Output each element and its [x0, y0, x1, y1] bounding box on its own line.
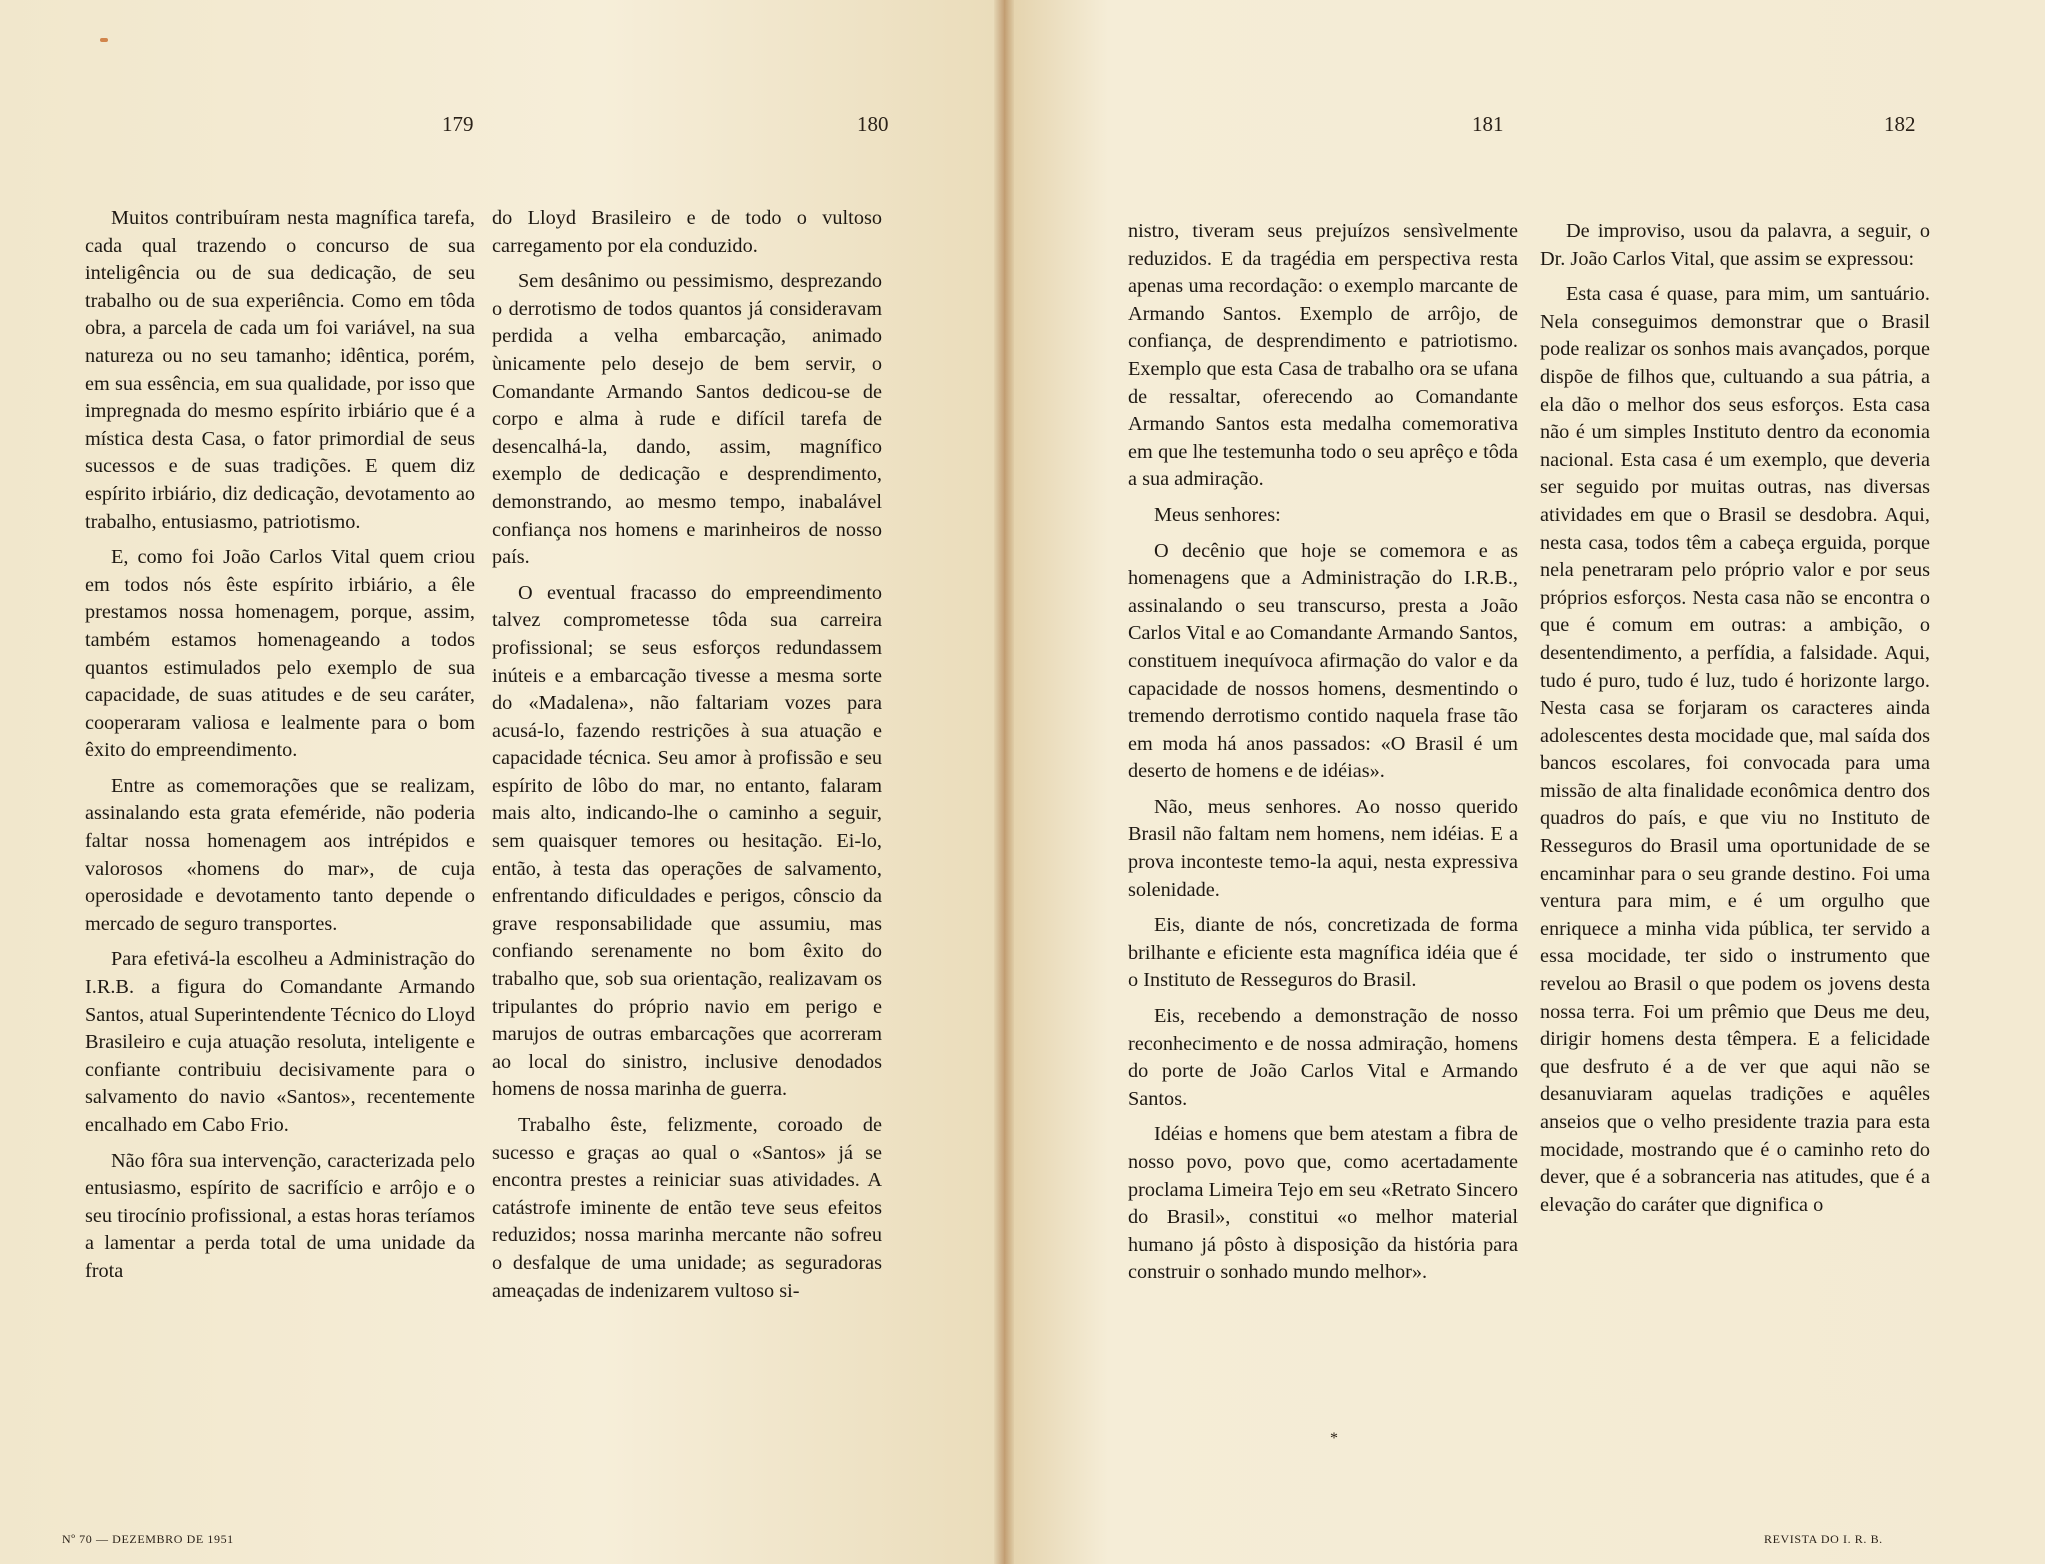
paragraph: Meus senhores:: [1154, 503, 1281, 526]
text-column-page-181: [1128, 218, 1518, 1287]
paragraph: Trabalho êste, felizmente, coroado de sucesso e graças ao qual o «Santos» já se encontra prestes a reiniciar suas atividades. A catástrofe iminente de então teve seus efeitos reduzidos; nossa marinha mercante não sofreu o desfalque de uma unidade; as seguradoras ameaçadas de indenizarem vultoso si-: [492, 1114, 882, 1302]
paragraph: Eis, diante de nós, concretizada de forma brilhante e eficiente esta magnífica idéia que é o Instituto de Resseguros do Brasil.: [1128, 914, 1518, 992]
footer-issue-date: Nº 70 — DEZEMBRO DE 1951: [62, 1532, 234, 1546]
paragraph: O decênio que hoje se comemora e as homenagens que a Administração do I.R.B., assinalando o seu transcurso, presta a João Carlos Vital e ao Comandante Armando Santos, constituem inequívoca afirmação do valor e da capacidade de nossos homens, desmentindo o tremendo derrotismo contido naquela frase tão em moda há anos passados: «O Brasil é um deserto de homens e de idéias».: [1128, 539, 1518, 783]
page-number-179: 179: [442, 112, 474, 136]
text-column-page-180: [492, 205, 882, 1305]
paragraph: Sem desânimo ou pessimismo, desprezando o derrotismo de todos quantos já consideravam perdida a velha embarcação, animado ùnicamente pelo desejo de bem servir, o Comandante Armando Santos dedicou-se de corpo e alma à rude e difícil tarefa de desencalhá-la, dando, assim, magnífico exemplo de dedicação e desprendimento, demonstrando, ao mesmo tempo, inabalável confiança nos homens e marinheiros de nosso país.: [492, 270, 882, 569]
paragraph: O eventual fracasso do empreendimento talvez comprometesse tôda sua carreira profissional; se seus esforços redundassem inúteis e a embarcação tivesse a mesma sorte do «Madalena», não faltariam vozes para acusá-lo, fazendo restrições à sua atuação e capacidade técnica. Seu amor à profissão e seu espírito de lôbo do mar, no entanto, falaram mais alto, indicando-lhe o caminho a seguir, sem quaisquer temores ou hesitação. Ei-lo, então, à testa das operações de salvamento, enfrentando dificuldades e perigos, cônscio da grave responsabilidade que assumiu, mas confiando serenamente no bom êxito do trabalho que, sob sua orientação, realizavam os tripulantes do próprio navio em perigo e marujos de outras embarcações que acorreram ao local do sinistro, inclusive denodados homens de nossa marinha de guerra.: [492, 581, 882, 1101]
paragraph: Eis, recebendo a demonstração de nosso reconhecimento e de nossa admiração, homens do porte de João Carlos Vital e Armando Santos.: [1128, 1005, 1518, 1110]
page-number-180: 180: [857, 112, 889, 136]
paragraph: nistro, tiveram seus prejuízos sensìvelmente reduzidos. E da tragédia em perspectiva resta apenas uma recordação: o exemplo marcante de Armando Santos. Exemplo de arrôjo, de confiança, de desprendimento e patriotismo. Exemplo que esta Casa de trabalho ora se ufana de ressaltar, oferecendo ao Comandante Armando Santos esta medalha comemorativa em que lhe testemunha todo o seu aprêço e tôda a sua admiração.: [1128, 220, 1518, 491]
paragraph: Entre as comemorações que se realizam, assinalando esta grata efeméride, não poderia faltar nossa homenagem aos intrépidos e valorosos «homens do mar», de cuja operosidade e devotamento tanto depende o mercado de seguro transportes.: [85, 774, 475, 935]
end-mark: *: [1330, 1430, 1338, 1447]
text-column-page-182: [1540, 218, 1930, 1219]
footer-journal-title: REVISTA DO I. R. B.: [1764, 1532, 1883, 1546]
paper-blemish: [100, 38, 108, 42]
book-gutter: [994, 0, 1014, 1564]
text-column-page-179: [85, 205, 475, 1286]
paragraph: Idéias e homens que bem atestam a fibra de nosso povo, povo que, como acertadamente proclama Limeira Tejo em seu «Retrato Sincero do Brasil», constitui «o melhor material humano já pôsto à disposição da história para construir o sonhado mundo melhor».: [1128, 1123, 1518, 1284]
paragraph: Não, meus senhores. Ao nosso querido Brasil não faltam nem homens, nem idéias. E a prova inconteste temo-la aqui, nesta expressiva solenidade.: [1128, 795, 1518, 901]
paragraph: do Lloyd Brasileiro e de todo o vultoso carregamento por ela conduzido.: [492, 207, 882, 257]
paragraph: De improviso, usou da palavra, a seguir, o Dr. João Carlos Vital, que assim se expressou:: [1540, 220, 1930, 270]
paragraph: Muitos contribuíram nesta magnífica tarefa, cada qual trazendo o concurso de sua inteligência ou de sua dedicação, de seu trabalho ou de sua experiência. Como em tôda obra, a parcela de cada um foi variável, na sua natureza ou no seu tamanho; idêntica, porém, em sua essência, em sua qualidade, por isso que impregnada do mesmo espírito irbiário que é a mística desta Casa, o fator primordial de seus sucessos e de suas tradições. E quem diz espírito irbiário, diz dedicação, devotamento ao trabalho, entusiasmo, patriotismo.: [85, 207, 475, 533]
page-number-181: 181: [1472, 112, 1504, 136]
paragraph: Para efetivá-la escolheu a Administração do I.R.B. a figura do Comandante Armando Santos, atual Superintendente Técnico do Lloyd Brasileiro e cuja atuação resoluta, inteligente e confiante contribuiu decisivamente para o salvamento do navio «Santos», recentemente encalhado em Cabo Frio.: [85, 948, 475, 1136]
paragraph: Não fôra sua intervenção, caracterizada pelo entusiasmo, espírito de sacrifício e arrôjo e o seu tirocínio profissional, a estas horas teríamos a lamentar a perda total de uma unidade da frota: [85, 1149, 475, 1282]
paragraph: Esta casa é quase, para mim, um santuário. Nela conseguimos demonstrar que o Brasil pode realizar os sonhos mais avançados, porque dispõe de filhos que, cultuando a sua pátria, a ela dão o melhor dos seus esforços. Esta casa não é um simples Instituto dentro da economia nacional. Esta casa é um exemplo, que deveria ser seguido por muitas outras, nas diversas atividades em que o Brasil se desdobra. Aqui, nesta casa, todos têm a cabeça erguida, porque nela penetraram pelo próprio valor e por seus próprios esforços. Nesta casa não se encontra o que é comum em outras: a ambição, o desentendimento, a perfídia, a falsidade. Aqui, tudo é puro, tudo é luz, tudo é horizonte largo. Nesta casa se forjaram os caracteres ainda adolescentes desta mocidade que, mal saída dos bancos escolares, foi convocada para uma missão de alta finalidade econômica dentro dos quadros do país, e que viu no Instituto de Resseguros do Brasil uma oportunidade de se encaminhar para o seu grande destino. Foi uma ventura para mim, e é um orgulho que enriquece a minha vida pública, ter servido a essa mocidade, ter sido o instrumento que revelou ao Brasil o que podem os jovens desta nossa terra. Foi um prêmio que Deus me deu, dirigir homens desta têmpera. E a felicidade que desfruto é a de ver que aqui não se desanuviaram aquelas tradições e aquêles anseios que o velho presidente trazia para esta mocidade, mostrando que é o caminho reto do dever, que é a sobranceria nas atitudes, que é a elevação do caráter que dignifica o: [1540, 283, 1930, 1216]
page-number-182: 182: [1884, 112, 1916, 136]
paragraph: E, como foi João Carlos Vital quem criou em todos nós êste espírito irbiário, a êle prestamos nossa homenagem, porque, assim, também estamos homenageando a todos quantos estimulados pelo exemplo de sua capacidade, de suas atitudes e de seu caráter, cooperaram valiosa e lealmente para o bom êxito do empreendimento.: [85, 546, 475, 762]
